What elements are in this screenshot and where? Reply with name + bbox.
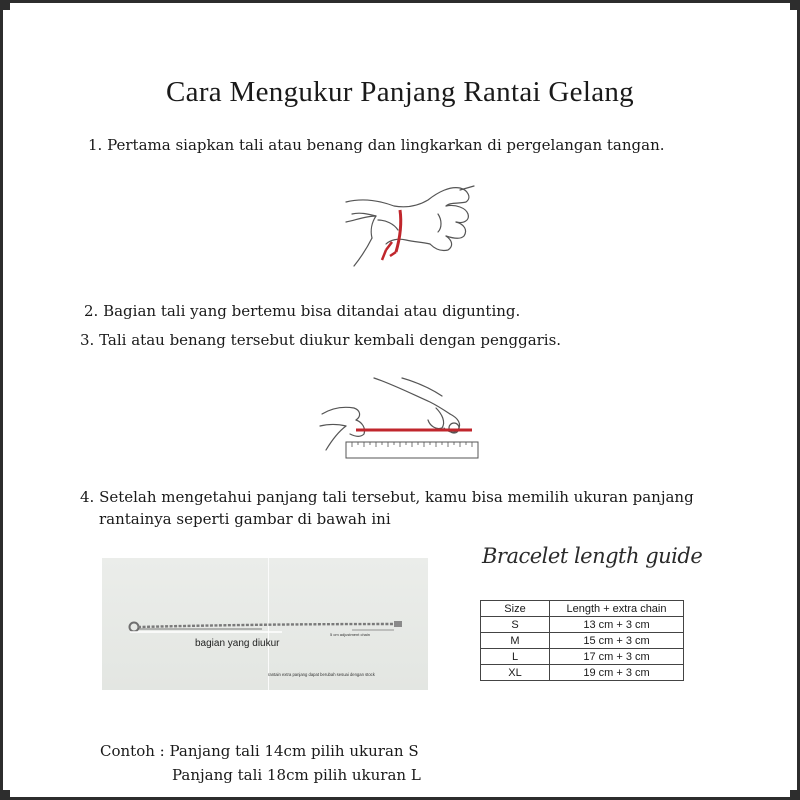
size-cell: S (481, 617, 550, 633)
size-cell: M (481, 633, 550, 649)
step-1-text: 1. Pertama siapkan tali atau benang dan lingkarkan di pergelangan tangan. (88, 136, 665, 154)
example-line-2: Panjang tali 18cm pilih ukuran L (172, 766, 421, 784)
length-cell: 17 cm + 3 cm (550, 649, 684, 665)
wrist-measure-illustration (342, 180, 482, 276)
table-row (481, 665, 684, 681)
length-cell: 15 cm + 3 cm (550, 633, 684, 649)
header-length: Length + extra chain (550, 601, 684, 617)
step-3-text: 3. Tali atau benang tersebut diukur kembali dengan penggaris. (80, 331, 562, 349)
photo-tiny-label-1: 5 cm adjustment chain (330, 632, 371, 637)
length-cell: 19 cm + 3 cm (550, 665, 684, 681)
ruler-measure-illustration (316, 374, 484, 466)
table-row (481, 617, 684, 633)
length-cell: 13 cm + 3 cm (550, 617, 684, 633)
size-cell: L (481, 649, 550, 665)
photo-tiny-label-2: rantain extra panjang dapat berubah sesuai dengan stock (268, 672, 375, 677)
size-cell: XL (481, 665, 550, 681)
step-4-text-line2: rantainya seperti gambar di bawah ini (99, 510, 391, 528)
header-size: Size (481, 601, 550, 617)
table-row (481, 633, 684, 649)
guide-title: Bracelet length guide (482, 544, 703, 568)
table-row (481, 649, 684, 665)
step-2-text: 2. Bagian tali yang bertemu bisa ditandai atau digunting. (84, 302, 521, 320)
bracelet-chain-photo (102, 558, 428, 690)
table-header-row (481, 601, 684, 617)
photo-label: bagian yang diukur (195, 638, 280, 649)
example-line-1: Contoh : Panjang tali 14cm pilih ukuran S (100, 742, 419, 760)
step-4-text-line1: 4. Setelah mengetahui panjang tali tersebut, kamu bisa memilih ukuran panjang (80, 488, 694, 506)
size-guide-table (480, 600, 684, 681)
page-title: Cara Mengukur Panjang Rantai Gelang (166, 76, 634, 108)
